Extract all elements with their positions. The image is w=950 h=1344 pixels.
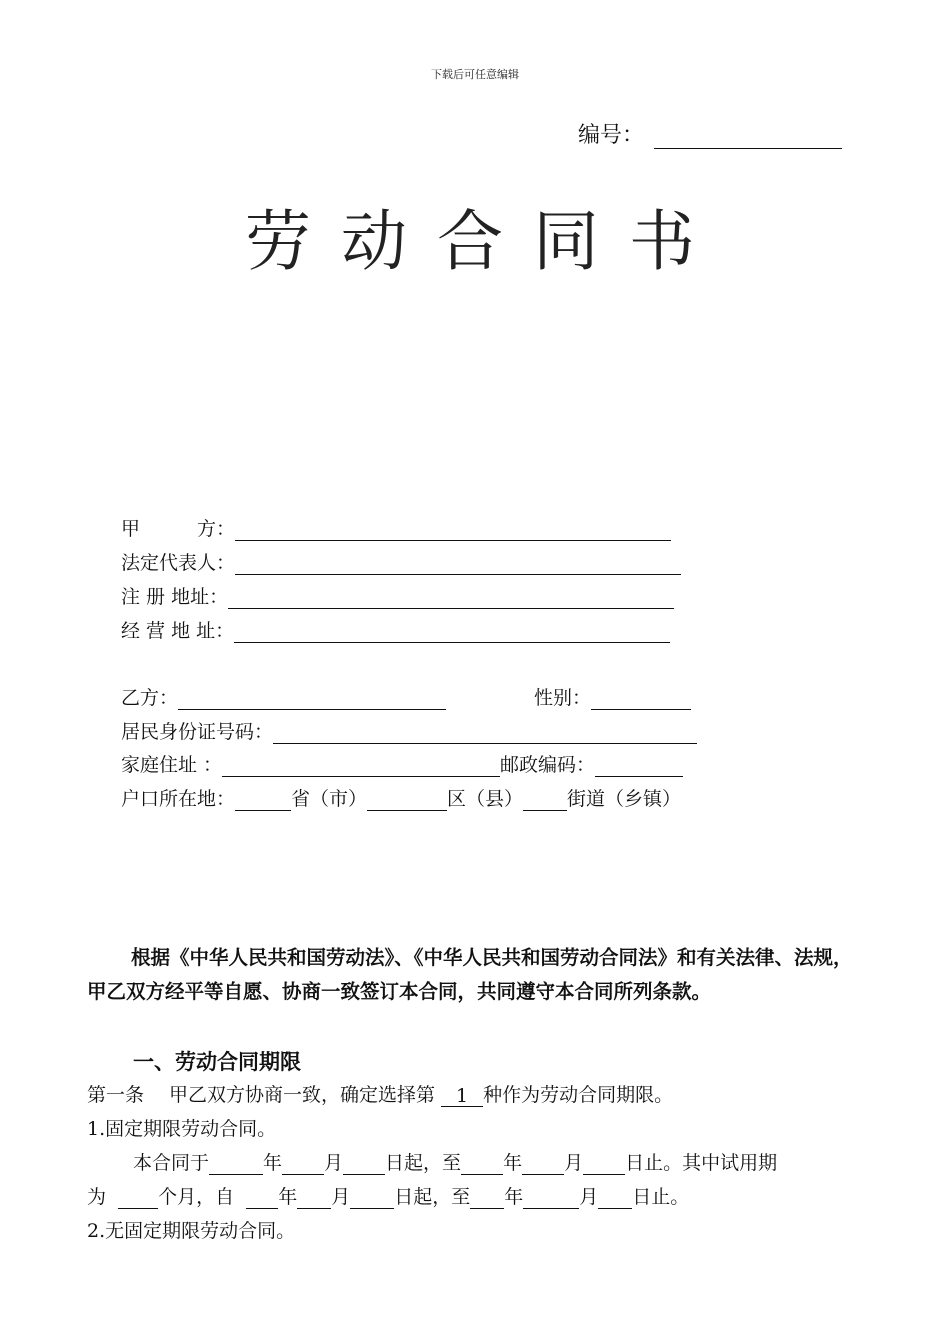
contract-number-blank[interactable] <box>654 126 842 149</box>
month-label: 月 <box>564 1152 584 1174</box>
article-1 <box>87 1083 673 1107</box>
document-title: 劳动合同书 <box>245 203 725 280</box>
party-b-hukou-row <box>121 787 681 811</box>
party-a-name-row <box>121 517 671 541</box>
probation-end-day-blank[interactable] <box>598 1188 632 1209</box>
party-a-reg-addr-row <box>121 585 674 609</box>
probation-end-month-blank[interactable] <box>523 1188 579 1209</box>
party-a-biz-addr-blank[interactable] <box>234 622 670 643</box>
wei-label: 为 <box>87 1186 107 1208</box>
day-from-label: 日起，至 <box>394 1186 471 1208</box>
end-month-blank[interactable] <box>522 1154 564 1175</box>
item-2: 2.无固定期限劳动合同。 <box>87 1220 296 1242</box>
party-b-id-row <box>121 720 697 744</box>
party-b-gender-blank[interactable] <box>591 689 691 710</box>
hukou-province-label: 省（市） <box>291 788 368 810</box>
end-day-blank[interactable] <box>583 1154 625 1175</box>
party-b-name-label: 乙方： <box>121 687 179 709</box>
party-b-hukou-label: 户口所在地： <box>121 788 236 810</box>
start-day-blank[interactable] <box>343 1154 385 1175</box>
start-month-blank[interactable] <box>282 1154 324 1175</box>
hukou-street-label: 街道（乡镇） <box>567 788 682 810</box>
party-a-biz-addr-label: 经 营 地 址： <box>121 620 235 642</box>
year-label: 年 <box>263 1152 283 1174</box>
year-label: 年 <box>278 1186 298 1208</box>
term-begin-label: 本合同于 <box>133 1152 210 1174</box>
party-a-name-label: 甲 方： <box>121 518 236 540</box>
download-note: 下载后可任意编辑 <box>431 68 519 81</box>
hukou-province-blank[interactable] <box>235 790 291 811</box>
end-label: 日止。 <box>632 1186 690 1208</box>
hukou-street-blank[interactable] <box>523 790 567 811</box>
month-label: 月 <box>331 1186 351 1208</box>
party-b-home-row <box>121 753 683 777</box>
ge-month-label: 个月，自 <box>158 1186 235 1208</box>
contract-number-label: 编号： <box>578 123 645 148</box>
start-year-blank[interactable] <box>209 1154 263 1175</box>
party-b-name-row <box>121 686 446 710</box>
party-b-post-blank[interactable] <box>595 756 683 777</box>
hukou-district-blank[interactable] <box>367 790 447 811</box>
probation-end-year-blank[interactable] <box>470 1188 504 1209</box>
party-b-id-blank[interactable] <box>273 723 697 744</box>
year-label: 年 <box>504 1186 524 1208</box>
day-end-label: 日止。其中试用期 <box>625 1152 778 1174</box>
party-a-rep-label: 法定代表人： <box>121 552 236 574</box>
end-year-blank[interactable] <box>461 1154 503 1175</box>
party-b-id-label: 居民身份证号码： <box>121 721 274 743</box>
probation-start-day-blank[interactable] <box>350 1188 394 1209</box>
term-choice-blank[interactable]: 1 <box>441 1086 483 1107</box>
item-1: 1.固定期限劳动合同。 <box>87 1118 277 1140</box>
article-1-text: 第一条 甲乙双方协商一致，确定选择第 <box>87 1084 436 1106</box>
probation-start-year-blank[interactable] <box>246 1188 278 1209</box>
party-a-rep-blank[interactable] <box>235 554 681 575</box>
probation-line <box>87 1185 689 1209</box>
probation-start-month-blank[interactable] <box>297 1188 331 1209</box>
month-label: 月 <box>324 1152 344 1174</box>
party-b-gender-row <box>534 686 691 710</box>
party-b-name-blank[interactable] <box>178 689 446 710</box>
contract-number <box>578 118 842 149</box>
day-from-label: 日起，至 <box>385 1152 462 1174</box>
party-b-post-label: 邮政编码： <box>500 754 596 776</box>
section-1-heading: 一、劳动合同期限 <box>133 1049 301 1074</box>
hukou-district-label: 区（县） <box>447 788 524 810</box>
party-b-gender-label: 性别： <box>534 687 592 709</box>
article-1-text-end: 种作为劳动合同期限。 <box>483 1084 674 1106</box>
fixed-term-line <box>133 1151 777 1175</box>
intro-paragraph: 根据《中华人民共和国劳动法》、《中华人民共和国劳动合同法》和有关法律、法规，甲乙双方经平等自愿、协商一致签订本合同，共同遵守本合同所列条款。 <box>87 946 853 1003</box>
party-a-reg-addr-blank[interactable] <box>228 588 674 609</box>
party-b-home-label: 家庭住址 ： <box>121 754 223 776</box>
year-label: 年 <box>503 1152 523 1174</box>
party-a-reg-addr-label: 注 册 地址： <box>121 586 229 608</box>
probation-months-blank[interactable] <box>118 1188 158 1209</box>
month-label: 月 <box>579 1186 599 1208</box>
party-a-biz-addr-row <box>121 619 670 643</box>
party-a-name-blank[interactable] <box>235 520 671 541</box>
party-b-home-blank[interactable] <box>222 756 500 777</box>
party-a-rep-row <box>121 551 681 575</box>
